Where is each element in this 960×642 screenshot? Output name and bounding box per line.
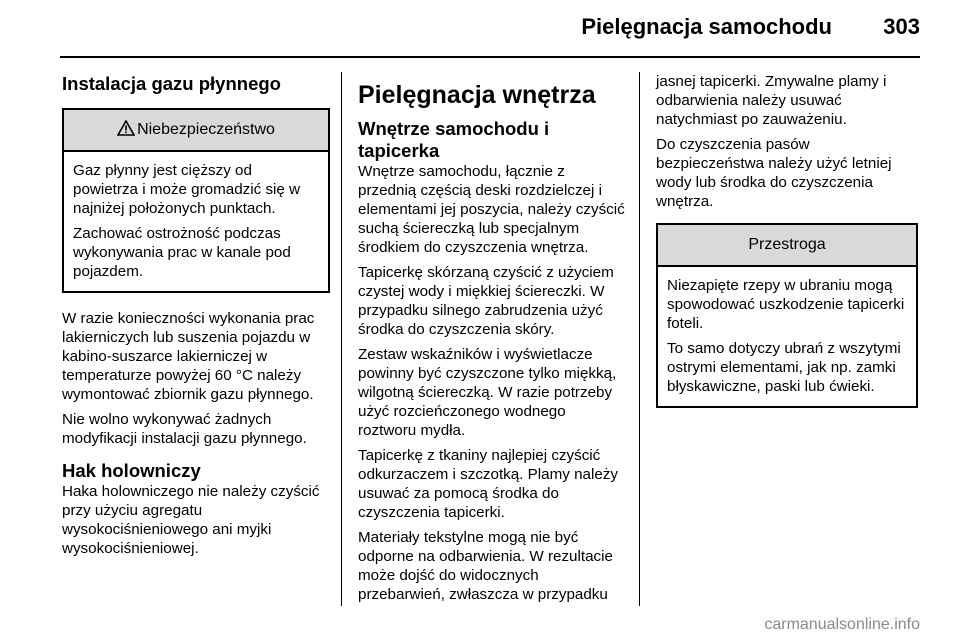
danger-paragraph-2: Zachować ostrożność podczas wykonywania prac w kanale pod pojazdem. [73, 225, 291, 280]
danger-box-header [64, 110, 328, 152]
paragraph-interior-5: Materiały tekstylne mogą nie być odporne na odbarwienia. W rezultacie może dojść do widocznych przebarwień, zwłaszcza w przypadku [358, 529, 613, 603]
danger-box-title: Niebezpieczeństwo [137, 121, 275, 138]
watermark: carmanualsonline.info [764, 616, 920, 633]
caution-box-header [658, 225, 916, 267]
heading-lpg-installation: Instalacja gazu płynnego [62, 73, 281, 94]
header-rule [60, 56, 920, 58]
warning-triangle-icon [117, 120, 135, 136]
column-divider-1 [341, 72, 342, 606]
page-number: 303 [883, 14, 920, 39]
column-2 [358, 80, 626, 610]
caution-box [656, 223, 918, 408]
section-title-interior-care: Pielęgnacja wnętrza [358, 81, 596, 109]
paragraph-interior-4: Tapicerkę z tkaniny najlepiej czyścić odkurzaczem i szczotką. Plamy należy usuwać za pomocą środka do czyszczenia tapicerki. [358, 447, 618, 521]
caution-paragraph-2: To samo dotyczy ubrań z wszytymi ostrymi elementami, jak np. zamki błyskawiczne, paski lub ćwieki. [667, 340, 901, 395]
column-1 [62, 72, 330, 564]
danger-box [62, 108, 330, 293]
column-divider-2 [639, 72, 640, 606]
column-3 [656, 72, 918, 424]
paragraph-no-modifications: Nie wolno wykonywać żadnych modyfikacji instalacji gazu płynnego. [62, 411, 307, 447]
paragraph-seat-belts: Do czyszczenia pasów bezpieczeństwa należy użyć letniej wody lub środka do czyszczenia wnętrza. [656, 136, 892, 210]
caution-box-title: Przestroga [748, 236, 826, 253]
paragraph-stains: jasnej tapicerki. Zmywalne plamy i odbarwienia należy usuwać natychmiast po zauważeniu. [656, 73, 887, 128]
paragraph-interior-3: Zestaw wskaźników i wyświetlacze powinny być czyszczone tylko miękką, wilgotną ściereczką. W razie potrzeby użyć rozcieńczonego wodnego roztworu mydła. [358, 346, 617, 439]
heading-interior-upholstery: Wnętrze samochodu i tapicerka [358, 118, 550, 161]
heading-tow-hook: Hak holowniczy [62, 460, 201, 481]
danger-paragraph-1: Gaz płynny jest cięższy od powietrza i może gromadzić się w najniżej położonych punktach. [73, 162, 301, 217]
page-header-title: Pielęgnacja samochodu [581, 14, 832, 39]
paragraph-paint-drying: W razie konieczności wykonania prac lakierniczych lub suszenia pojazdu w kabino-suszarce lakierniczej w temperaturze powyżej 60 °C należy wymontować zbiornik gazu płynnego. [62, 310, 315, 403]
caution-paragraph-1: Niezapięte rzepy w ubraniu mogą spowodować uszkodzenie tapicerki foteli. [667, 277, 905, 332]
paragraph-tow-hook: Haka holowniczego nie należy czyścić przy użyciu agregatu wysokociśnieniowego ani myjki wysokociśnieniowej. [62, 483, 320, 557]
paragraph-interior-1: Wnętrze samochodu, łącznie z przednią częścią deski rozdzielczej i elementami jej poszycia, należy czyścić suchą ściereczką lub specjalnym środkiem do czyszczenia wnętrza. [358, 163, 625, 256]
paragraph-interior-2: Tapicerkę skórzaną czyścić z użyciem czystej wody i miękkiej ściereczki. W przypadku silnego zabrudzenia użyć środka do czyszczenia skóry. [358, 264, 614, 338]
